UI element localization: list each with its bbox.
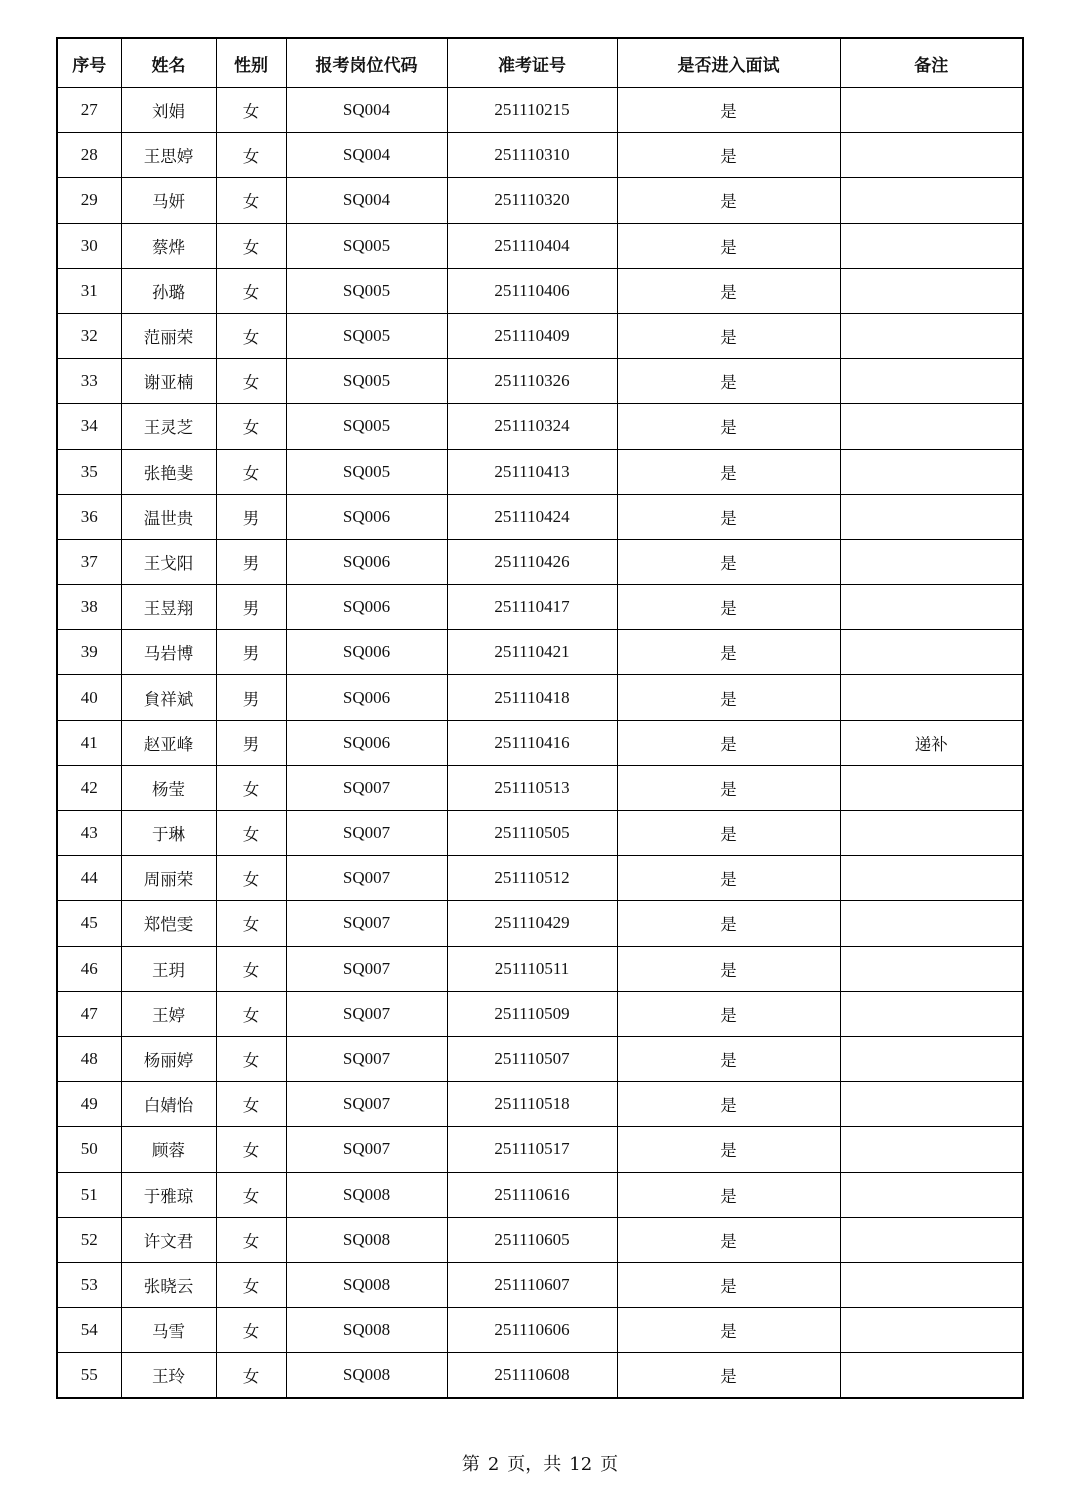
cell-gender: 女 <box>216 449 286 494</box>
cell-interview-status: 是 <box>617 359 840 404</box>
cell-ticket-number: 251110404 <box>447 223 617 268</box>
candidate-table-container <box>56 37 1022 1399</box>
cell-position-code: SQ005 <box>286 223 447 268</box>
cell-position-code: SQ005 <box>286 268 447 313</box>
cell-ticket-number: 251110605 <box>447 1217 617 1262</box>
cell-gender: 女 <box>216 946 286 991</box>
cell-name: 马岩博 <box>121 630 216 675</box>
cell-ticket-number: 251110418 <box>447 675 617 720</box>
cell-ticket-number: 251110512 <box>447 856 617 901</box>
cell-name: 周丽荣 <box>121 856 216 901</box>
cell-interview-status: 是 <box>617 313 840 358</box>
cell-seq: 50 <box>57 1127 121 1172</box>
cell-name: 许文君 <box>121 1217 216 1262</box>
cell-seq: 40 <box>57 675 121 720</box>
cell-name: 马雪 <box>121 1308 216 1353</box>
cell-name: 王戈阳 <box>121 539 216 584</box>
cell-gender: 女 <box>216 1262 286 1307</box>
cell-position-code: SQ008 <box>286 1353 447 1399</box>
cell-name: 孙璐 <box>121 268 216 313</box>
table-body <box>57 88 1023 1399</box>
table-row <box>57 1353 1023 1399</box>
cell-remarks: 递补 <box>840 720 1023 765</box>
table-row <box>57 494 1023 539</box>
cell-gender: 男 <box>216 630 286 675</box>
cell-ticket-number: 251110513 <box>447 765 617 810</box>
table-row <box>57 1036 1023 1081</box>
cell-name: 范丽荣 <box>121 313 216 358</box>
cell-seq: 36 <box>57 494 121 539</box>
cell-position-code: SQ004 <box>286 133 447 178</box>
cell-interview-status: 是 <box>617 1036 840 1081</box>
cell-name: 刘娟 <box>121 88 216 133</box>
cell-ticket-number: 251110409 <box>447 313 617 358</box>
cell-ticket-number: 251110429 <box>447 901 617 946</box>
cell-seq: 43 <box>57 811 121 856</box>
cell-name: 谢亚楠 <box>121 359 216 404</box>
table-row <box>57 178 1023 223</box>
cell-seq: 31 <box>57 268 121 313</box>
cell-name: 蔡烨 <box>121 223 216 268</box>
table-row <box>57 133 1023 178</box>
cell-interview-status: 是 <box>617 268 840 313</box>
cell-interview-status: 是 <box>617 1308 840 1353</box>
cell-name: 王昱翔 <box>121 585 216 630</box>
cell-interview-status: 是 <box>617 88 840 133</box>
cell-position-code: SQ007 <box>286 811 447 856</box>
table-row <box>57 539 1023 584</box>
cell-remarks <box>840 901 1023 946</box>
cell-position-code: SQ008 <box>286 1172 447 1217</box>
cell-interview-status: 是 <box>617 811 840 856</box>
cell-remarks <box>840 133 1023 178</box>
cell-interview-status: 是 <box>617 1262 840 1307</box>
cell-gender: 女 <box>216 313 286 358</box>
cell-gender: 女 <box>216 88 286 133</box>
cell-interview-status: 是 <box>617 991 840 1036</box>
cell-seq: 39 <box>57 630 121 675</box>
cell-name: 白婧怡 <box>121 1082 216 1127</box>
cell-gender: 女 <box>216 1308 286 1353</box>
table-row <box>57 856 1023 901</box>
cell-interview-status: 是 <box>617 946 840 991</box>
cell-interview-status: 是 <box>617 1082 840 1127</box>
cell-ticket-number: 251110507 <box>447 1036 617 1081</box>
cell-name: 马妍 <box>121 178 216 223</box>
cell-interview-status: 是 <box>617 133 840 178</box>
cell-position-code: SQ006 <box>286 494 447 539</box>
cell-remarks <box>840 359 1023 404</box>
cell-remarks <box>840 1082 1023 1127</box>
cell-ticket-number: 251110324 <box>447 404 617 449</box>
table-row <box>57 811 1023 856</box>
table-row <box>57 223 1023 268</box>
table-row <box>57 1217 1023 1262</box>
table-row <box>57 630 1023 675</box>
cell-interview-status: 是 <box>617 901 840 946</box>
cell-gender: 女 <box>216 1217 286 1262</box>
cell-interview-status: 是 <box>617 630 840 675</box>
cell-gender: 男 <box>216 675 286 720</box>
cell-interview-status: 是 <box>617 720 840 765</box>
cell-seq: 53 <box>57 1262 121 1307</box>
cell-gender: 女 <box>216 1172 286 1217</box>
footer-suffix: 页 <box>600 1454 619 1475</box>
table-row <box>57 449 1023 494</box>
cell-name: 王玥 <box>121 946 216 991</box>
cell-ticket-number: 251110413 <box>447 449 617 494</box>
cell-interview-status: 是 <box>617 856 840 901</box>
cell-remarks <box>840 449 1023 494</box>
cell-ticket-number: 251110416 <box>447 720 617 765</box>
cell-name: 张晓云 <box>121 1262 216 1307</box>
cell-gender: 男 <box>216 720 286 765</box>
cell-remarks <box>840 1127 1023 1172</box>
cell-seq: 49 <box>57 1082 121 1127</box>
cell-seq: 48 <box>57 1036 121 1081</box>
cell-position-code: SQ007 <box>286 1036 447 1081</box>
table-row <box>57 1172 1023 1217</box>
table-row <box>57 1127 1023 1172</box>
cell-remarks <box>840 1308 1023 1353</box>
cell-name: 王婷 <box>121 991 216 1036</box>
cell-remarks <box>840 1217 1023 1262</box>
cell-gender: 女 <box>216 856 286 901</box>
table-row <box>57 585 1023 630</box>
cell-seq: 33 <box>57 359 121 404</box>
cell-gender: 男 <box>216 585 286 630</box>
cell-name: 郑恺雯 <box>121 901 216 946</box>
cell-remarks <box>840 88 1023 133</box>
cell-gender: 女 <box>216 1082 286 1127</box>
cell-seq: 30 <box>57 223 121 268</box>
cell-position-code: SQ006 <box>286 630 447 675</box>
cell-seq: 52 <box>57 1217 121 1262</box>
cell-gender: 女 <box>216 223 286 268</box>
cell-remarks <box>840 1036 1023 1081</box>
cell-gender: 女 <box>216 404 286 449</box>
cell-remarks <box>840 494 1023 539</box>
cell-remarks <box>840 268 1023 313</box>
cell-name: 王思婷 <box>121 133 216 178</box>
table-row <box>57 991 1023 1036</box>
table-row <box>57 720 1023 765</box>
cell-seq: 27 <box>57 88 121 133</box>
cell-interview-status: 是 <box>617 1127 840 1172</box>
cell-position-code: SQ008 <box>286 1262 447 1307</box>
cell-position-code: SQ005 <box>286 404 447 449</box>
cell-ticket-number: 251110606 <box>447 1308 617 1353</box>
cell-gender: 女 <box>216 1036 286 1081</box>
cell-name: 王灵芝 <box>121 404 216 449</box>
cell-seq: 51 <box>57 1172 121 1217</box>
cell-remarks <box>840 539 1023 584</box>
footer-current-page: 2 <box>487 1454 500 1475</box>
cell-remarks <box>840 630 1023 675</box>
cell-gender: 女 <box>216 359 286 404</box>
cell-interview-status: 是 <box>617 765 840 810</box>
cell-remarks <box>840 1353 1023 1399</box>
cell-interview-status: 是 <box>617 178 840 223</box>
cell-position-code: SQ005 <box>286 449 447 494</box>
cell-name: 于雅琼 <box>121 1172 216 1217</box>
cell-ticket-number: 251110326 <box>447 359 617 404</box>
table-header-row <box>57 38 1023 88</box>
cell-seq: 28 <box>57 133 121 178</box>
cell-remarks <box>840 765 1023 810</box>
page-footer <box>0 1450 1080 1476</box>
cell-position-code: SQ004 <box>286 178 447 223</box>
cell-remarks <box>840 313 1023 358</box>
cell-seq: 46 <box>57 946 121 991</box>
cell-interview-status: 是 <box>617 223 840 268</box>
cell-ticket-number: 251110511 <box>447 946 617 991</box>
header-gender: 性别 <box>216 38 286 88</box>
cell-ticket-number: 251110607 <box>447 1262 617 1307</box>
cell-ticket-number: 251110424 <box>447 494 617 539</box>
table-row <box>57 675 1023 720</box>
cell-remarks <box>840 1262 1023 1307</box>
cell-gender: 女 <box>216 133 286 178</box>
cell-interview-status: 是 <box>617 1353 840 1399</box>
cell-interview-status: 是 <box>617 404 840 449</box>
footer-middle: 页，共 <box>507 1454 562 1475</box>
cell-seq: 41 <box>57 720 121 765</box>
cell-seq: 32 <box>57 313 121 358</box>
cell-gender: 男 <box>216 494 286 539</box>
cell-interview-status: 是 <box>617 449 840 494</box>
cell-position-code: SQ005 <box>286 313 447 358</box>
cell-name: 顾蓉 <box>121 1127 216 1172</box>
footer-total-pages: 12 <box>569 1454 593 1475</box>
cell-remarks <box>840 811 1023 856</box>
cell-interview-status: 是 <box>617 494 840 539</box>
cell-interview-status: 是 <box>617 1217 840 1262</box>
cell-position-code: SQ007 <box>286 856 447 901</box>
cell-ticket-number: 251110509 <box>447 991 617 1036</box>
cell-name: 赵亚峰 <box>121 720 216 765</box>
cell-position-code: SQ006 <box>286 539 447 584</box>
cell-gender: 女 <box>216 1127 286 1172</box>
table-row <box>57 88 1023 133</box>
cell-gender: 女 <box>216 178 286 223</box>
cell-position-code: SQ007 <box>286 765 447 810</box>
candidate-table <box>56 37 1024 1399</box>
footer-prefix: 第 <box>461 1454 480 1475</box>
cell-interview-status: 是 <box>617 539 840 584</box>
cell-gender: 男 <box>216 539 286 584</box>
cell-position-code: SQ007 <box>286 1082 447 1127</box>
cell-position-code: SQ008 <box>286 1308 447 1353</box>
cell-gender: 女 <box>216 811 286 856</box>
header-position-code: 报考岗位代码 <box>286 38 447 88</box>
cell-position-code: SQ007 <box>286 991 447 1036</box>
cell-remarks <box>840 675 1023 720</box>
header-seq: 序号 <box>57 38 121 88</box>
cell-position-code: SQ008 <box>286 1217 447 1262</box>
cell-name: 张艳斐 <box>121 449 216 494</box>
cell-seq: 55 <box>57 1353 121 1399</box>
cell-remarks <box>840 1172 1023 1217</box>
header-remarks: 备注 <box>840 38 1023 88</box>
table-row <box>57 946 1023 991</box>
table-row <box>57 1308 1023 1353</box>
cell-position-code: SQ007 <box>286 1127 447 1172</box>
cell-position-code: SQ006 <box>286 675 447 720</box>
cell-seq: 44 <box>57 856 121 901</box>
cell-interview-status: 是 <box>617 585 840 630</box>
header-interview-status: 是否进入面试 <box>617 38 840 88</box>
cell-seq: 42 <box>57 765 121 810</box>
cell-ticket-number: 251110406 <box>447 268 617 313</box>
cell-ticket-number: 251110417 <box>447 585 617 630</box>
cell-seq: 47 <box>57 991 121 1036</box>
cell-position-code: SQ007 <box>286 901 447 946</box>
header-ticket-number: 准考证号 <box>447 38 617 88</box>
cell-seq: 35 <box>57 449 121 494</box>
cell-name: 温世贵 <box>121 494 216 539</box>
cell-remarks <box>840 991 1023 1036</box>
table-row <box>57 1082 1023 1127</box>
table-row <box>57 359 1023 404</box>
cell-seq: 29 <box>57 178 121 223</box>
cell-interview-status: 是 <box>617 675 840 720</box>
cell-seq: 37 <box>57 539 121 584</box>
cell-ticket-number: 251110426 <box>447 539 617 584</box>
table-row <box>57 901 1023 946</box>
cell-position-code: SQ006 <box>286 720 447 765</box>
table-row <box>57 313 1023 358</box>
cell-position-code: SQ005 <box>286 359 447 404</box>
cell-ticket-number: 251110517 <box>447 1127 617 1172</box>
cell-remarks <box>840 404 1023 449</box>
cell-seq: 54 <box>57 1308 121 1353</box>
cell-gender: 女 <box>216 765 286 810</box>
cell-gender: 女 <box>216 1353 286 1399</box>
cell-seq: 38 <box>57 585 121 630</box>
cell-ticket-number: 251110310 <box>447 133 617 178</box>
cell-remarks <box>840 223 1023 268</box>
cell-name: 杨丽婷 <box>121 1036 216 1081</box>
cell-ticket-number: 251110505 <box>447 811 617 856</box>
cell-interview-status: 是 <box>617 1172 840 1217</box>
cell-remarks <box>840 856 1023 901</box>
cell-ticket-number: 251110215 <box>447 88 617 133</box>
cell-position-code: SQ007 <box>286 946 447 991</box>
cell-ticket-number: 251110608 <box>447 1353 617 1399</box>
cell-ticket-number: 251110320 <box>447 178 617 223</box>
cell-seq: 45 <box>57 901 121 946</box>
cell-name: 于琳 <box>121 811 216 856</box>
cell-gender: 女 <box>216 901 286 946</box>
cell-seq: 34 <box>57 404 121 449</box>
table-row <box>57 404 1023 449</box>
cell-gender: 女 <box>216 991 286 1036</box>
table-row <box>57 268 1023 313</box>
cell-name: 王玲 <box>121 1353 216 1399</box>
cell-ticket-number: 251110616 <box>447 1172 617 1217</box>
table-row <box>57 765 1023 810</box>
cell-position-code: SQ006 <box>286 585 447 630</box>
cell-ticket-number: 251110518 <box>447 1082 617 1127</box>
cell-name: 貟祥斌 <box>121 675 216 720</box>
cell-ticket-number: 251110421 <box>447 630 617 675</box>
cell-remarks <box>840 585 1023 630</box>
table-row <box>57 1262 1023 1307</box>
cell-name: 杨莹 <box>121 765 216 810</box>
header-name: 姓名 <box>121 38 216 88</box>
cell-gender: 女 <box>216 268 286 313</box>
cell-remarks <box>840 178 1023 223</box>
cell-position-code: SQ004 <box>286 88 447 133</box>
cell-remarks <box>840 946 1023 991</box>
